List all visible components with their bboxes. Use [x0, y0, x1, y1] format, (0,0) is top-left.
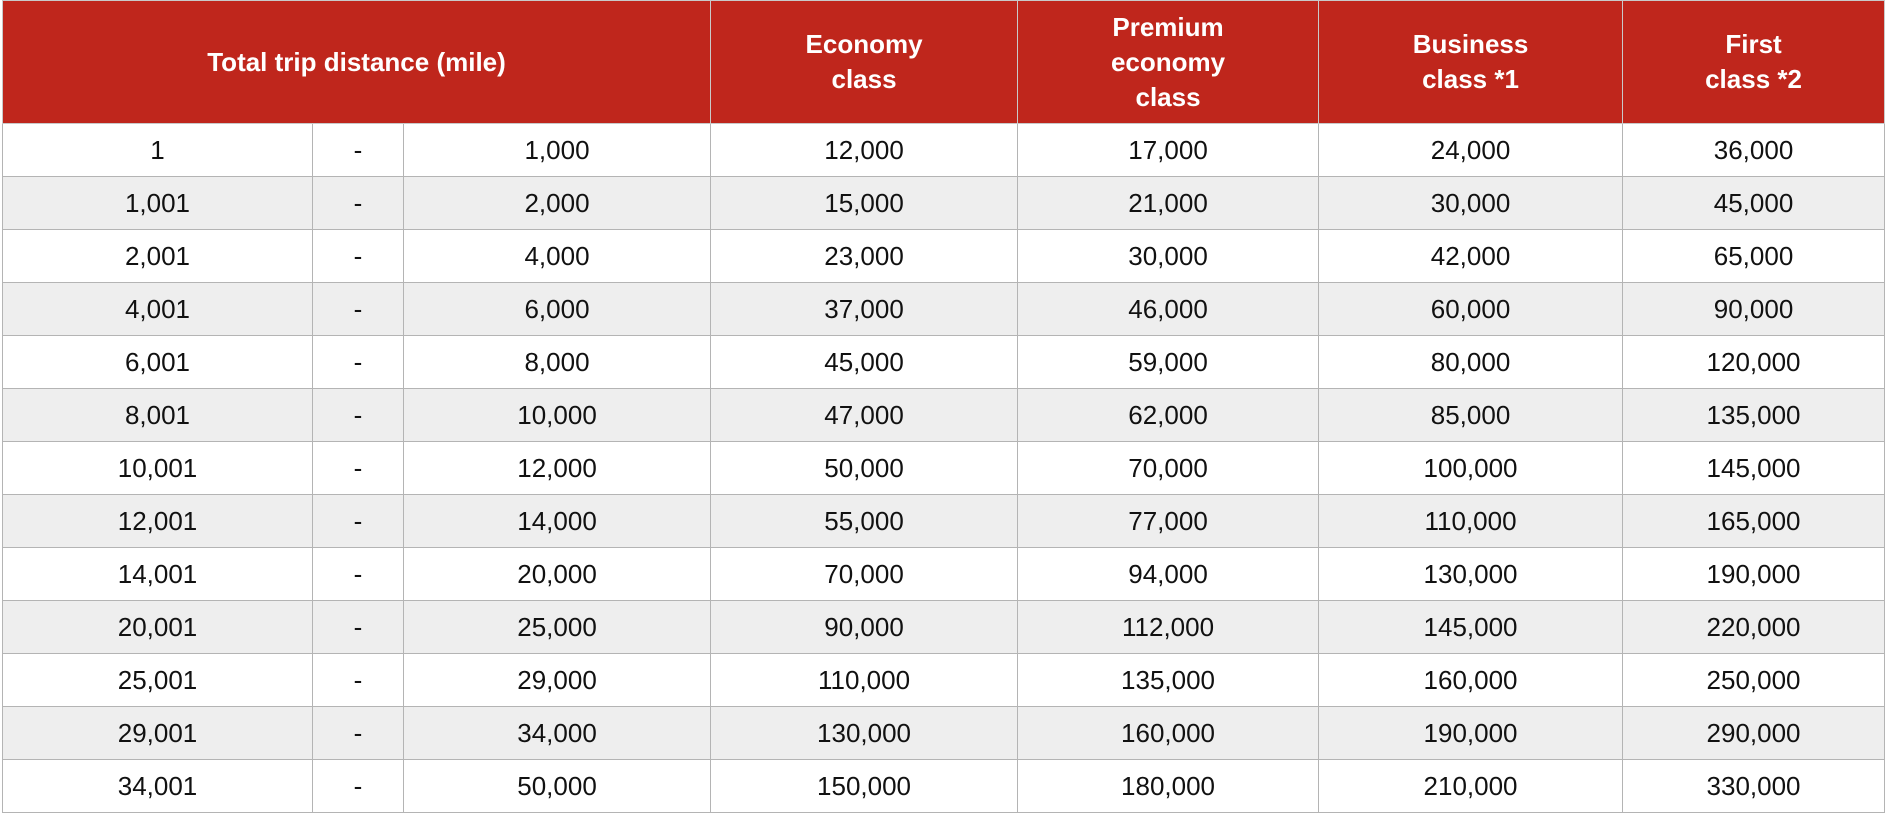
- header-business-class: Business class *1: [1319, 1, 1623, 124]
- distance-separator-cell: -: [313, 230, 404, 283]
- distance-separator-cell: -: [313, 124, 404, 177]
- business-miles-cell: 42,000: [1319, 230, 1623, 283]
- distance-separator-cell: -: [313, 760, 404, 813]
- business-miles-cell: 160,000: [1319, 654, 1623, 707]
- header-first-class: First class *2: [1623, 1, 1885, 124]
- business-miles-cell: 60,000: [1319, 283, 1623, 336]
- table-row: [3, 707, 1885, 760]
- distance-separator-cell: -: [313, 177, 404, 230]
- business-miles-cell: 110,000: [1319, 495, 1623, 548]
- header-economy-class: Economy class: [711, 1, 1018, 124]
- distance-to-cell: 34,000: [404, 707, 711, 760]
- award-chart-table: [2, 0, 1885, 813]
- distance-from-cell: 8,001: [3, 389, 313, 442]
- economy-miles-cell: 130,000: [711, 707, 1018, 760]
- table-body: [3, 124, 1885, 813]
- distance-to-cell: 10,000: [404, 389, 711, 442]
- first-miles-cell: 330,000: [1623, 760, 1885, 813]
- first-miles-cell: 36,000: [1623, 124, 1885, 177]
- economy-miles-cell: 23,000: [711, 230, 1018, 283]
- distance-to-cell: 4,000: [404, 230, 711, 283]
- distance-separator-cell: -: [313, 654, 404, 707]
- distance-from-cell: 14,001: [3, 548, 313, 601]
- distance-from-cell: 29,001: [3, 707, 313, 760]
- business-miles-cell: 100,000: [1319, 442, 1623, 495]
- distance-separator-cell: -: [313, 495, 404, 548]
- distance-from-cell: 1: [3, 124, 313, 177]
- business-miles-cell: 85,000: [1319, 389, 1623, 442]
- distance-separator-cell: -: [313, 336, 404, 389]
- premium-economy-miles-cell: 70,000: [1018, 442, 1319, 495]
- table-row: [3, 548, 1885, 601]
- first-miles-cell: 250,000: [1623, 654, 1885, 707]
- distance-to-cell: 1,000: [404, 124, 711, 177]
- business-miles-cell: 130,000: [1319, 548, 1623, 601]
- table-header-row: [3, 1, 1885, 124]
- table-row: [3, 601, 1885, 654]
- table-row: [3, 230, 1885, 283]
- premium-economy-miles-cell: 180,000: [1018, 760, 1319, 813]
- table-row: [3, 760, 1885, 813]
- distance-from-cell: 34,001: [3, 760, 313, 813]
- distance-separator-cell: -: [313, 707, 404, 760]
- premium-economy-miles-cell: 59,000: [1018, 336, 1319, 389]
- first-miles-cell: 65,000: [1623, 230, 1885, 283]
- header-total-trip-distance: Total trip distance (mile): [3, 1, 711, 124]
- distance-separator-cell: -: [313, 548, 404, 601]
- distance-to-cell: 20,000: [404, 548, 711, 601]
- first-miles-cell: 165,000: [1623, 495, 1885, 548]
- economy-miles-cell: 50,000: [711, 442, 1018, 495]
- premium-economy-miles-cell: 77,000: [1018, 495, 1319, 548]
- distance-from-cell: 6,001: [3, 336, 313, 389]
- premium-economy-miles-cell: 17,000: [1018, 124, 1319, 177]
- distance-to-cell: 29,000: [404, 654, 711, 707]
- premium-economy-miles-cell: 62,000: [1018, 389, 1319, 442]
- economy-miles-cell: 37,000: [711, 283, 1018, 336]
- distance-to-cell: 12,000: [404, 442, 711, 495]
- table-row: [3, 177, 1885, 230]
- economy-miles-cell: 12,000: [711, 124, 1018, 177]
- business-miles-cell: 145,000: [1319, 601, 1623, 654]
- economy-miles-cell: 150,000: [711, 760, 1018, 813]
- distance-to-cell: 25,000: [404, 601, 711, 654]
- economy-miles-cell: 45,000: [711, 336, 1018, 389]
- first-miles-cell: 190,000: [1623, 548, 1885, 601]
- distance-separator-cell: -: [313, 389, 404, 442]
- table-row: [3, 495, 1885, 548]
- premium-economy-miles-cell: 94,000: [1018, 548, 1319, 601]
- first-miles-cell: 135,000: [1623, 389, 1885, 442]
- premium-economy-miles-cell: 21,000: [1018, 177, 1319, 230]
- distance-from-cell: 12,001: [3, 495, 313, 548]
- economy-miles-cell: 15,000: [711, 177, 1018, 230]
- table-row: [3, 442, 1885, 495]
- economy-miles-cell: 47,000: [711, 389, 1018, 442]
- header-premium-economy-class: Premium economy class: [1018, 1, 1319, 124]
- business-miles-cell: 80,000: [1319, 336, 1623, 389]
- first-miles-cell: 45,000: [1623, 177, 1885, 230]
- distance-from-cell: 20,001: [3, 601, 313, 654]
- premium-economy-miles-cell: 30,000: [1018, 230, 1319, 283]
- economy-miles-cell: 55,000: [711, 495, 1018, 548]
- economy-miles-cell: 70,000: [711, 548, 1018, 601]
- economy-miles-cell: 110,000: [711, 654, 1018, 707]
- table-row: [3, 389, 1885, 442]
- distance-separator-cell: -: [313, 442, 404, 495]
- premium-economy-miles-cell: 135,000: [1018, 654, 1319, 707]
- distance-to-cell: 2,000: [404, 177, 711, 230]
- economy-miles-cell: 90,000: [711, 601, 1018, 654]
- premium-economy-miles-cell: 46,000: [1018, 283, 1319, 336]
- premium-economy-miles-cell: 112,000: [1018, 601, 1319, 654]
- distance-to-cell: 50,000: [404, 760, 711, 813]
- distance-separator-cell: -: [313, 601, 404, 654]
- first-miles-cell: 90,000: [1623, 283, 1885, 336]
- business-miles-cell: 190,000: [1319, 707, 1623, 760]
- table-row: [3, 336, 1885, 389]
- table-row: [3, 654, 1885, 707]
- table-row: [3, 283, 1885, 336]
- first-miles-cell: 290,000: [1623, 707, 1885, 760]
- distance-from-cell: 1,001: [3, 177, 313, 230]
- distance-separator-cell: -: [313, 283, 404, 336]
- premium-economy-miles-cell: 160,000: [1018, 707, 1319, 760]
- distance-from-cell: 10,001: [3, 442, 313, 495]
- first-miles-cell: 120,000: [1623, 336, 1885, 389]
- distance-from-cell: 2,001: [3, 230, 313, 283]
- distance-from-cell: 4,001: [3, 283, 313, 336]
- distance-to-cell: 14,000: [404, 495, 711, 548]
- distance-to-cell: 6,000: [404, 283, 711, 336]
- first-miles-cell: 220,000: [1623, 601, 1885, 654]
- distance-from-cell: 25,001: [3, 654, 313, 707]
- distance-to-cell: 8,000: [404, 336, 711, 389]
- business-miles-cell: 24,000: [1319, 124, 1623, 177]
- table-row: [3, 124, 1885, 177]
- business-miles-cell: 30,000: [1319, 177, 1623, 230]
- first-miles-cell: 145,000: [1623, 442, 1885, 495]
- business-miles-cell: 210,000: [1319, 760, 1623, 813]
